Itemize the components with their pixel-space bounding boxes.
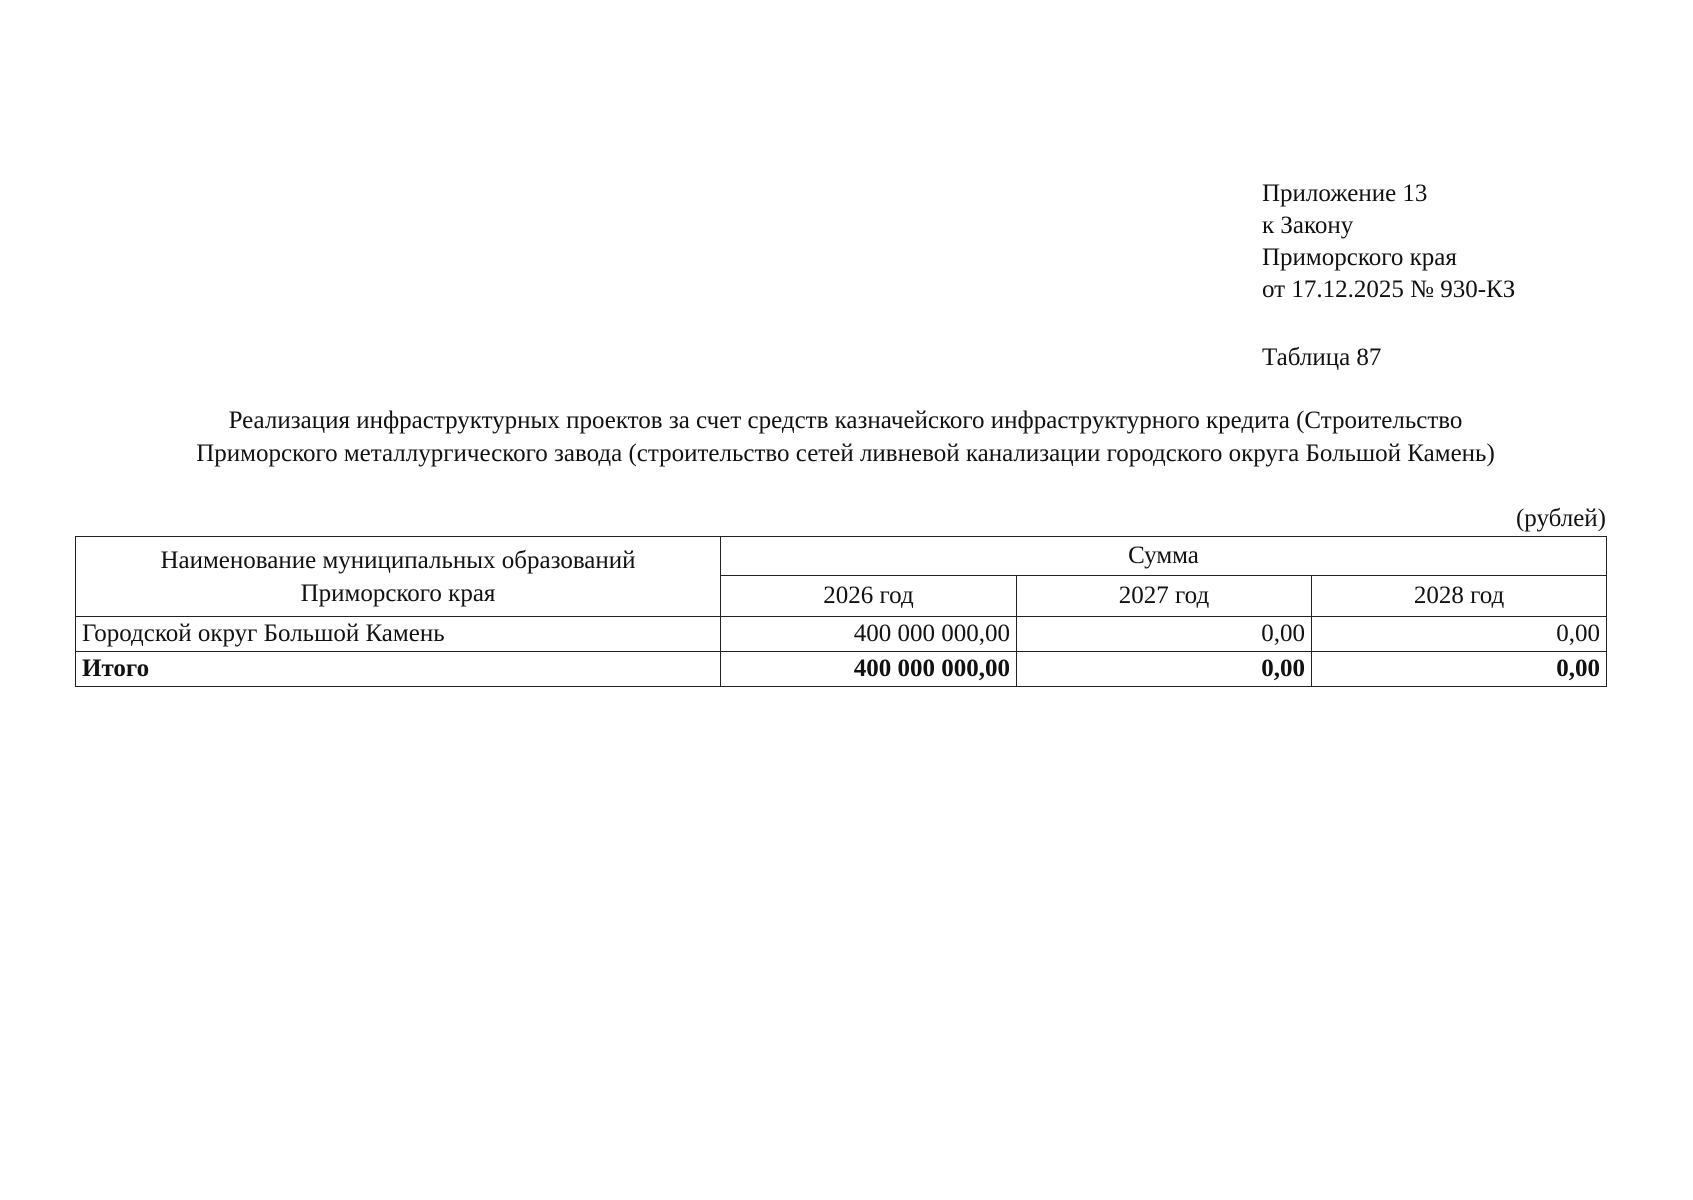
appendix-line: от 17.12.2025 № 930-КЗ xyxy=(1262,276,1516,303)
appendix-block xyxy=(1262,178,1515,306)
column-header-name-line: Наименование муниципальных образований xyxy=(160,546,636,574)
appendix-line: Приморского края xyxy=(1262,244,1457,271)
column-header-year: 2026 год xyxy=(721,576,1017,617)
total-amount: 0,00 xyxy=(1017,652,1312,687)
total-amount: 400 000 000,00 xyxy=(721,652,1017,687)
column-header-year: 2027 год xyxy=(1017,576,1312,617)
column-header-sum: Сумма xyxy=(721,537,1607,576)
table-total-row xyxy=(76,652,1607,687)
table-header-row xyxy=(76,537,1607,576)
column-header-year: 2028 год xyxy=(1312,576,1607,617)
total-label: Итого xyxy=(76,652,721,687)
row-amount: 0,00 xyxy=(1017,617,1312,652)
table-number: Таблица 87 xyxy=(1262,344,1382,371)
appendix-line: к Закону xyxy=(1262,212,1354,239)
column-header-name xyxy=(76,537,721,617)
document-title xyxy=(80,404,1611,470)
document-title-line: Приморского металлургического завода (строительство сетей ливневой канализации городского округа Большой Камень) xyxy=(196,440,1495,467)
column-header-name-line: Приморского края xyxy=(300,579,496,607)
row-amount: 400 000 000,00 xyxy=(721,617,1017,652)
total-amount: 0,00 xyxy=(1312,652,1607,687)
units-label: (рублей) xyxy=(1515,505,1606,532)
row-municipality-name: Городской округ Большой Камень xyxy=(76,617,721,652)
funding-table xyxy=(75,536,1607,687)
document-title-line: Реализация инфраструктурных проектов за счет средств казначейского инфраструктурного кредита (Строительство xyxy=(228,407,1463,434)
appendix-line: Приложение 13 xyxy=(1262,180,1428,207)
table-row xyxy=(76,617,1607,652)
row-amount: 0,00 xyxy=(1312,617,1607,652)
